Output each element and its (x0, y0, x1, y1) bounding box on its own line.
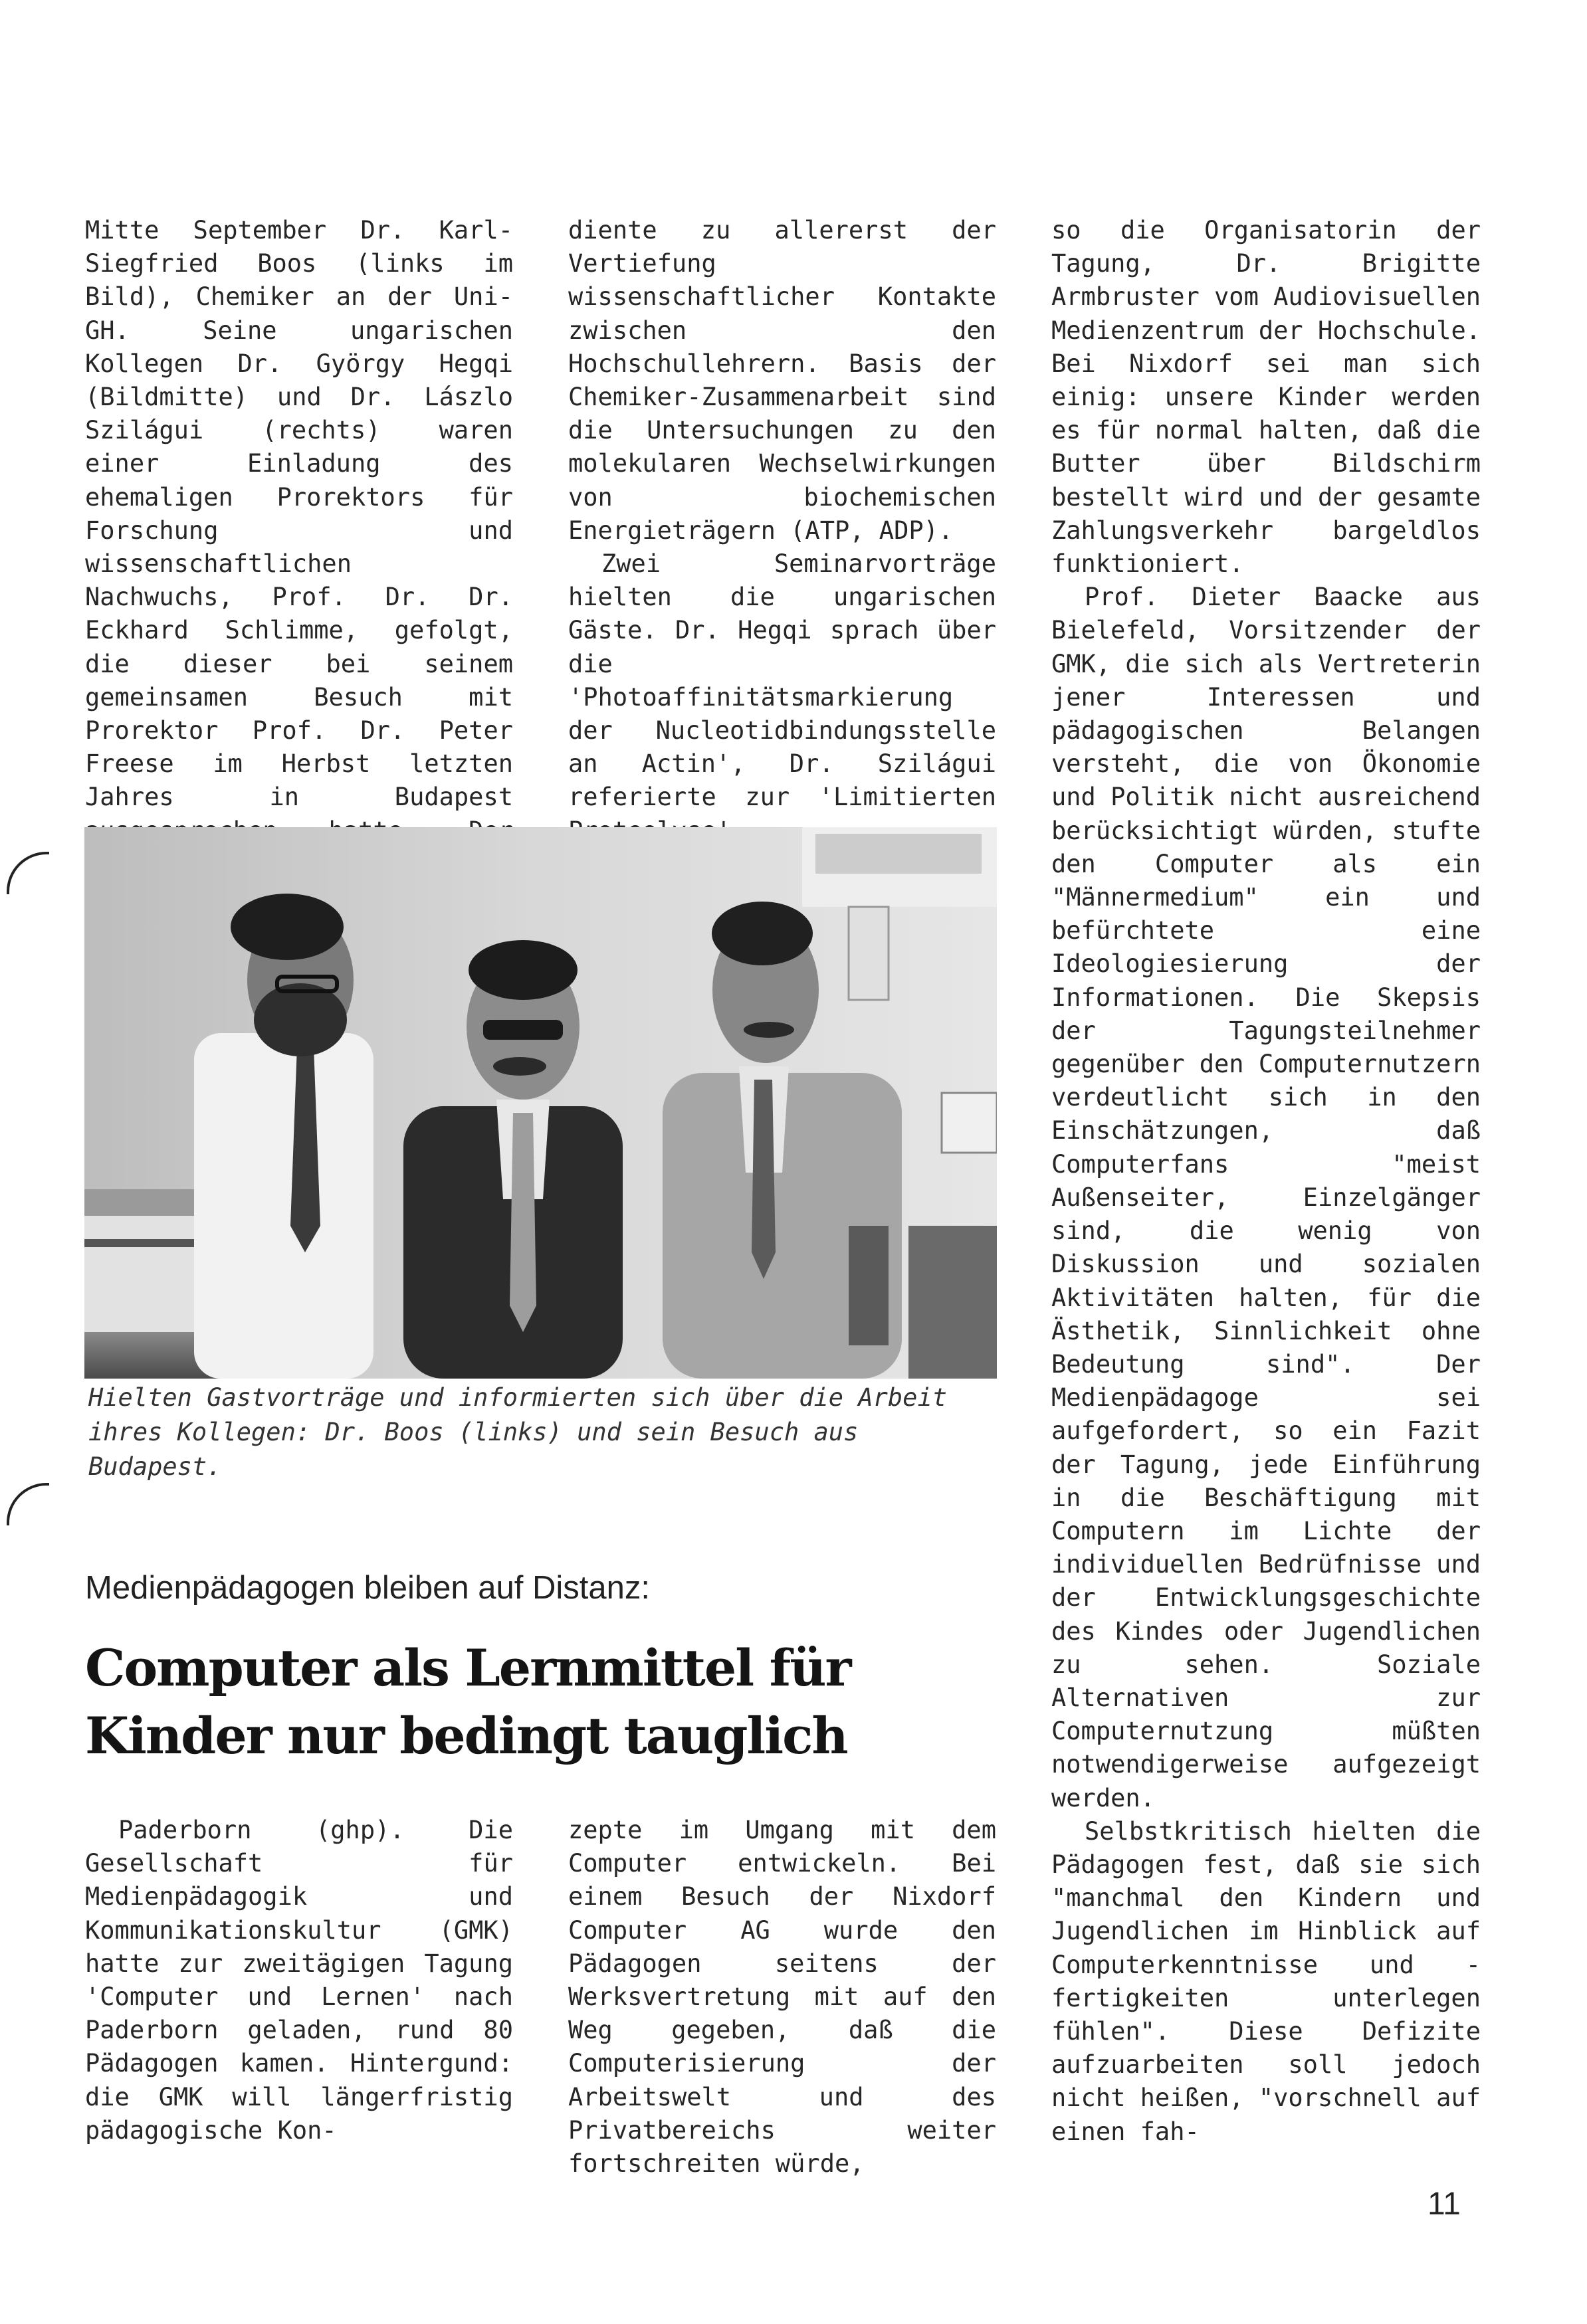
article-main-col2-text: zepte im Umgang mit dem Computer entwickeln. Bei einem Besuch der Nixdorf Computer AG wurde den Pädagogen seitens der Werksvertretung mit auf den Weg gegeben, daß die Computerisierung der Arbeitswelt und des Privatbereichs weiter fortschreiten würde, (568, 1816, 996, 2179)
article-top-column-2 (568, 214, 996, 848)
article-main-col3-paragraph-3: Selbstkritisch hielten die Pädagogen fest, daß sie sich "manchmal den Kindern und Jugendlichen im Hinblick auf Computerkenntnisse und -fertigkeiten unterlegen fühlen". Diese Defizite aufzuarbeiten soll jedoch nicht heißen, "vorschnell auf einen fah- (1051, 1816, 1481, 2146)
photo-three-scientists (84, 827, 997, 1379)
page-number: 11 (1428, 2186, 1461, 2222)
photo-caption: Hielten Gastvorträge und informierten sich über die Arbeit ihres Kollegen: Dr. Boos (links) und sein Besuch aus Budapest. (88, 1383, 948, 1481)
article-main-col3-paragraph-2: Prof. Dieter Baacke aus Bielefeld, Vorsitzender der GMK, die sich als Vertreterin jener Interessen und pädagogischen Belangen versteht, die von Ökonomie und Politik nicht ausreichend berücksichtigt würden, stufte den Computer als ein "Männermedium" ein und befürchtete eine Ideologiesierung der Informationen. Die Skepsis der Tagungsteilnehmer gegenüber den Computernutzern verdeutlicht sich in den Einschätzungen, daß Computerfans "meist Außenseiter, Einzelgänger sind, die wenig von Diskussion und sozialen Aktivitäten halten, für die Ästhetik, Sinnlichkeit ohne Bedeutung sind". Der Medienpädagoge sei aufgefordert, so ein Fazit der Tagung, jede Einführung in die Beschäftigung mit Computern im Lichte der individuellen Bedrüfnisse und der Entwicklungsgeschichte des Kindes oder Jugendlichen zu sehen. Soziale Alternativen zur Computernutzung müßten notwendigerweise aufgezeigt werden. (1051, 583, 1481, 1812)
article-main-col1-text: Paderborn (ghp). Die Gesellschaft für Medienpädagogik und Kommunikationskultur (GMK) hatte zur zweitägigen Tagung 'Computer und Lernen' nach Paderborn geladen, rund 80 Pädagogen kamen. Hintergund: die GMK will längerfristig pädagogische Kon- (85, 1816, 513, 2145)
article-headline: Computer als Lernmittel für Kinder nur bedingt tauglich (85, 1638, 851, 1765)
article-top-col2-paragraph-2: Zwei Seminarvorträge hielten die ungarischen Gäste. Dr. Hegqi sprach über die 'Photoaffinitätsmarkierung der Nucleotidbindungsstelle an Actin', Dr. Szilágui referierte zur 'Limitierten (568, 549, 996, 812)
punch-hole-mark-upper (7, 852, 49, 894)
punch-hole-mark-lower (7, 1483, 49, 1525)
article-kicker: Medienpädagogen bleiben auf Distanz: (85, 1570, 650, 1606)
article-main-column-2 (568, 1814, 996, 2180)
article-main-column-1 (85, 1814, 513, 2147)
article-top-col1-text: Mitte September Dr. Karl-Siegfried Boos (links im Bild), Chemiker an der Uni-GH. Seine ungarischen Kollegen Dr. György Hegqi (Bildmitte) und Dr. Lászlo Szilágui (rechts) waren einer Einladung des ehemaligen Prorektors für Forschung und wissenschaftlichen Nachwuchs, Prof. Dr. Dr. Eckhard Schlimme, gefolgt, die dieser bei seinem gemeinsamen Besuch mit Prorektor Prof. Dr. Peter Freese im Herbst letzten Jahres in Budapest (85, 216, 513, 812)
article-main-col3-paragraph-1: so die Organisatorin der Tagung, Dr. Brigitte Armbruster vom Audiovisuellen Medienzentrum der Hochschule. Bei Nixdorf sei man sich einig: unsere Kinder werden es für normal halten, daß die Butter über Bildschirm bestellt wird und der gesamte Zahlungsverkehr bargeldlos funktioniert. (1051, 216, 1481, 579)
article-top-col2-paragraph-1: diente zu allererst der Vertiefung wissenschaftlicher Kontakte zwischen den Hochschullehrern. Basis der Chemiker-Zusammenarbeit sind die Untersuchungen zu den molekularen Wechselwirkungen von biochemischen Energieträgern (ATP, ADP). (568, 216, 996, 545)
article-main-column-3 (1051, 214, 1481, 2149)
article-top-column-1 (85, 214, 513, 881)
